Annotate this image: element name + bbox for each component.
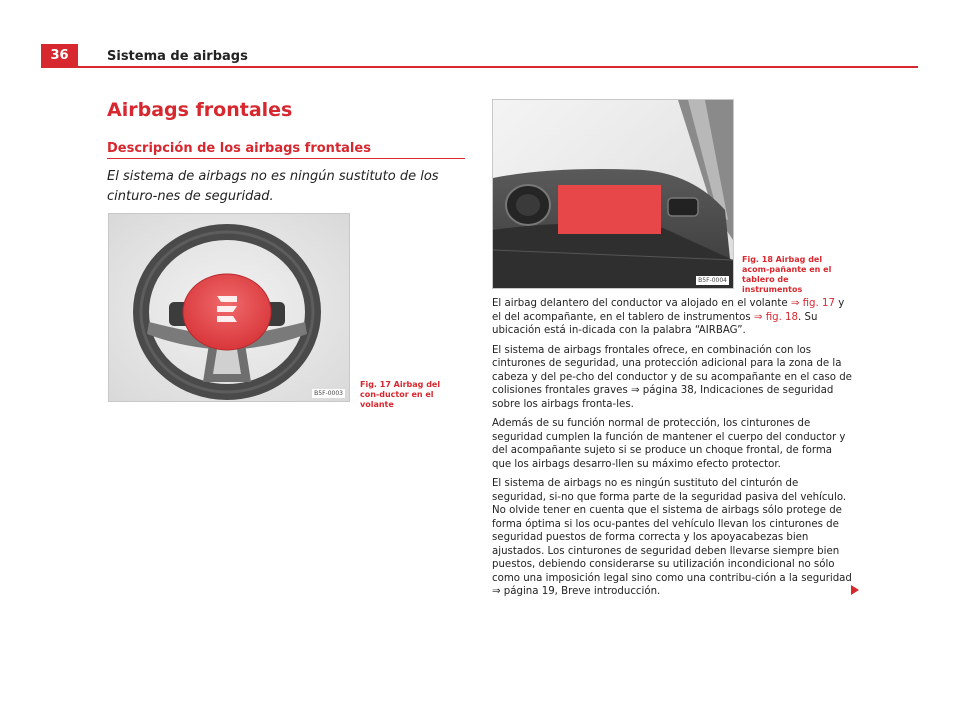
header-rule — [41, 66, 918, 68]
figure-dashboard — [492, 99, 734, 289]
intro-text: El sistema de airbags no es ningún sustituto de los cinturo-nes de seguridad. — [107, 169, 439, 204]
paragraph: El sistema de airbags frontales ofrece, en combinación con los cinturones de seguridad, una protección adicional para la zona de la cabeza y del pe-cho del conductor y de su acompañante en el caso de colisiones frontales graves ⇒ página 38, Indicaciones de seguridad sobre los airbags fronta-les. — [492, 344, 852, 410]
paragraph: Además de su función normal de protección, los cinturones de seguridad cumplen la función de mantener el cuerpo del conductor y del acompañante sujeto si se produce un choque frontal, de forma que los airbags desarro-llen su máximo efecto protector. — [492, 418, 846, 470]
figure-steering-wheel — [108, 213, 350, 402]
paragraph-text: y el del acompañante, en el tablero de instrumentos — [492, 298, 845, 323]
paragraph-text: . Su ubicación está in-dicada con la palabra “AIRBAG”. — [492, 311, 818, 336]
continue-arrow-icon — [851, 585, 859, 595]
figure-caption: Fig. 17 Airbag del con-ductor en el volante — [360, 380, 441, 409]
paragraph: El sistema de airbags no es ningún sustituto del cinturón de seguridad, si-no que forma parte de la seguridad pasiva del vehículo. No olvide tener en cuenta que el sistema de airbags sólo protege de forma óptima si los ocu-pantes del vehículo llevan los cinturones de seguridad puestos de forma correcta y los apoyacabezas bien ajustados. Los cinturones de seguridad deben llevarse siempre bien puestos, debiendo considerarse su utilización incondicional no sólo como una imposición legal sino como una contribu-ción a la seguridad ⇒ página 19, Breve introducción. — [492, 478, 852, 597]
paragraph — [492, 297, 854, 338]
subsection-title: Descripción de los airbags frontales — [107, 141, 371, 156]
body-text — [492, 297, 854, 605]
figure-code: B5F-0003 — [314, 390, 343, 397]
figure-caption: Fig. 18 Airbag del acom-pañante en el tablero de instrumentos — [742, 255, 832, 294]
section-title: Airbags frontales — [107, 99, 293, 121]
dashboard-illustration — [493, 100, 733, 288]
figure-link[interactable]: ⇒ fig. 18 — [753, 311, 799, 323]
header-title: Sistema de airbags — [107, 49, 248, 64]
figure-link[interactable]: ⇒ fig. 17 — [790, 298, 835, 309]
steering-wheel-illustration — [109, 214, 349, 401]
subsection-rule — [107, 158, 465, 159]
paragraph-text: El airbag delantero del conductor va alojado en el volante — [492, 298, 791, 309]
page-number: 36 — [41, 44, 78, 67]
figure-code: B5F-0004 — [698, 277, 727, 284]
